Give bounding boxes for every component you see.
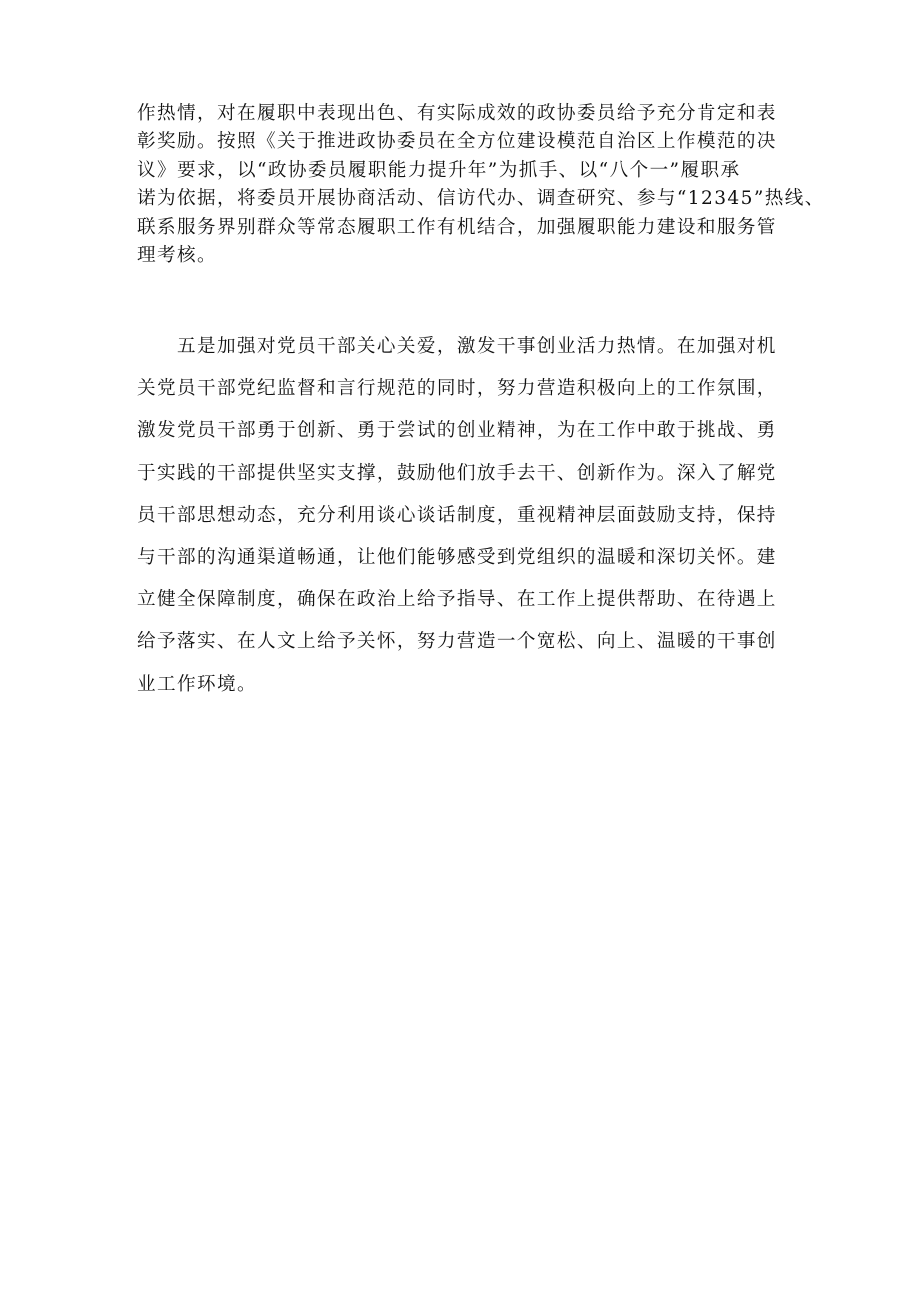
paragraph-line: 激发党员干部勇于创新、勇于尝试的创业精神，为在工作中敢于挑战、勇 bbox=[137, 420, 777, 442]
paragraph-line: 业工作环境。 bbox=[137, 673, 257, 695]
paragraph-line: 关党员干部党纪监督和言行规范的同时，努力营造积极向上的工作氛围， bbox=[137, 378, 777, 400]
paragraph-line: 联系服务界别群众等常态履职工作有机结合，加强履职能力建设和服务管 bbox=[137, 216, 777, 238]
paragraph-line: 议》要求，以“政协委员履职能力提升年”为抓手、以“八个一”履职承 bbox=[137, 159, 741, 181]
paragraph-five bbox=[137, 326, 797, 706]
paragraph-line: 与干部的沟通渠道畅通，让他们能够感受到党组织的温暖和深切关怀。建 bbox=[137, 546, 777, 568]
paragraph-line: 五是加强对党员干部关心关爱，激发干事创业活力热情。在加强对机 bbox=[137, 336, 777, 357]
paragraph-continued bbox=[137, 100, 825, 270]
paragraph-line: 立健全保障制度，确保在政治上给予指导、在工作上提供帮助、在待遇上 bbox=[137, 589, 777, 611]
paragraph-line: 作热情，对在履职中表现出色、有实际成效的政协委员给予充分肯定和表 bbox=[137, 103, 777, 124]
paragraph-line: 员干部思想动态，充分利用谈心谈话制度，重视精神层面鼓励支持，保持 bbox=[137, 504, 777, 526]
paragraph-line: 给予落实、在人文上给予关怀，努力营造一个宽松、向上、温暖的干事创 bbox=[137, 631, 777, 653]
paragraph-line: 彰奖励。按照《关于推进政协委员在全方位建设模范自治区上作模范的决 bbox=[137, 131, 777, 153]
paragraph-line: 理考核。 bbox=[137, 244, 217, 266]
paragraph-line: 于实践的干部提供坚实支撑，鼓励他们放手去干、创新作为。深入了解党 bbox=[137, 462, 777, 484]
paragraph-line: 诺为依据，将委员开展协商活动、信访代办、调查研究、参与“12345”热线、 bbox=[137, 188, 825, 210]
